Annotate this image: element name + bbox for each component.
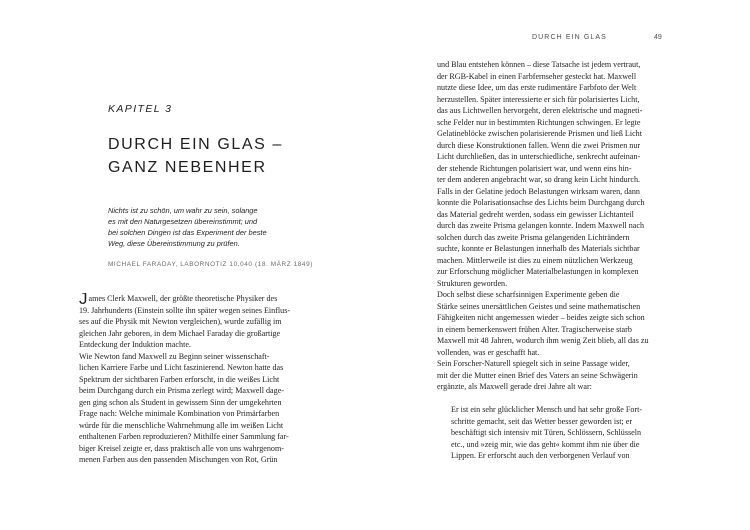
text-line: in einem bemerkenswert frühen Alter. Tragischerweise starb — [437, 324, 632, 334]
epigraph-line: Weg, diese Übereinstimmung zu prüfen. — [108, 239, 240, 248]
epigraph-line: bei solchen Dingen ist das Experiment der beste — [108, 228, 267, 237]
left-body-text — [79, 293, 319, 466]
text-line: Entdeckung der Induktion machte. — [79, 340, 191, 349]
right-body-text — [437, 59, 687, 462]
text-line: Strukturen geworden. — [437, 278, 508, 288]
text-line: konnte die Polarisationsachse des Lichts beim Durchgang durch — [437, 198, 645, 207]
text-line: Spektrum der sichtbaren Farben erforscht, in die weißes Licht — [79, 374, 280, 384]
text-line: durch das zweite Prisma gelangen konnte. Indem Maxwell nach — [437, 221, 644, 230]
quote-line: schritte gemacht, seit das Wetter besser geworden ist; er — [451, 416, 633, 426]
text-line: das aus Lichtwellen hervorgeht, deren elektrische und magneti- — [437, 106, 643, 115]
epigraph — [108, 205, 338, 249]
text-line: machen. Mittlerweile ist dies zu einem nützlichen Werkzeug — [437, 255, 633, 265]
text-line: ter dem anderen angebracht war, so drang kein Licht hindurch. — [437, 175, 641, 184]
text-line: menen Farben aus den passenden Mischungen von Rot, Grün — [79, 455, 278, 464]
text-line: lichen Karriere Farbe und Licht faszinierend. Newton hatte das — [79, 363, 284, 372]
text-line: der stehende Richtungen polarisiert war, und wenn eins hin- — [437, 163, 632, 173]
text-line: Sein Forscher-Naturell spiegelt sich in seine Passage wider, — [437, 359, 630, 368]
quote-line: beschäftigt sich intensiv mit Türen, Schlössern, Schlüsseln — [451, 428, 642, 437]
text-line: biger Kreisel zeigte er, dass praktisch alle von uns wahrgenom- — [79, 443, 284, 453]
text-line: gen ging schon als Student in gewissem Sinn der umgekehrten — [79, 397, 282, 407]
text-line: beim Durchgang durch ein Prisma zerlegt wird; Maxwell dage- — [79, 386, 284, 395]
text-line — [79, 293, 319, 305]
text-line: der RGB-Kabel in einen Farbfernseher gesteckt hat. Maxwell — [437, 71, 637, 81]
text-line: vollenden, was er geschafft hat. — [437, 347, 540, 357]
page-number: 49 — [654, 34, 662, 41]
text-line: herzustellen. Später interessierte er sich für polarisiertes Licht, — [437, 94, 640, 104]
text-line: sche Felder nur in bestimmten Richtungen schwingen. Er legte — [437, 117, 641, 127]
text-line: 19. Jahrhunderts (Einstein sollte ihn später wegen seines Einflus- — [79, 305, 291, 315]
chapter-title-line: DURCH EIN GLAS – — [108, 136, 283, 153]
quote-line: Lippen. Er erforscht auch den verborgenen Verlauf von — [451, 451, 630, 460]
right-page — [375, 0, 750, 530]
text-line: gleichen Jahr geboren, in dem Michael Faraday die großartige — [79, 328, 281, 338]
text-line: mit der die Mutter einen Brief des Vaters an seine Schwägerin — [437, 370, 638, 380]
text-line: Stärke seines unersättlichen Geistes und seine mathematischen — [437, 301, 641, 311]
text-line: und Blau entstehen können – diese Tatsache ist jedem vertraut, — [437, 60, 641, 69]
quote-line: etc., und »zeig mir, wie das geht« kommt ihm nie über die — [451, 439, 640, 449]
chapter-title-line: GANZ NEBENHER — [108, 159, 267, 176]
text-line: Doch selbst diese scharfsinnigen Experimente geben die — [437, 290, 620, 299]
text-line: Wie Newton fand Maxwell zu Beginn seiner wissenschaft- — [79, 351, 270, 361]
drop-cap: J — [79, 293, 88, 305]
text-line: Gelatineblöcke zwischen polarisierende Prismen und ließ Licht — [437, 129, 642, 138]
text-line: Falls in der Gelatine jedoch Belastungen wirksam waren, dann — [437, 186, 640, 196]
text-line: suchte, konnte er Belastungen innerhalb des Materials sichtbar — [437, 244, 640, 253]
text-line: durch diese Konstruktionen fallen. Wenn die zwei Prismen nur — [437, 140, 641, 150]
epigraph-line: Nichts ist zu schön, um wahr zu sein, solange — [108, 206, 258, 215]
paragraph-gap — [437, 393, 687, 405]
text-line: solchen durch das zweite Prisma gelangenden Lichträndern — [437, 232, 630, 242]
text-line: Frage nach: Welche minimale Kombination von Primärfarben — [79, 409, 280, 418]
chapter-title — [108, 133, 358, 179]
epigraph-source: MICHAEL FARADAY, LABORNOTIZ 10,040 (18. MÄRZ 1849) — [108, 261, 313, 268]
text-line: das Material gedreht werden, sodass ein gewisser Lichtanteil — [437, 209, 634, 219]
text-line-content: ames Clerk Maxwell, der größte theoretische Physiker des — [88, 294, 278, 303]
quote-line: Er ist ein sehr glücklicher Mensch und hat sehr große Fort- — [451, 405, 643, 414]
text-line: ses auf die Physik mit Newton vergleichen), wurde zufällig im — [79, 317, 282, 326]
running-head: DURCH EIN GLAS — [532, 34, 607, 41]
text-line: Licht durchließen, das in unterschiedliche, senkrecht aufeinan- — [437, 152, 641, 161]
text-line: ergänzte, als Maxwell gerade drei Jahre alt war: — [437, 382, 592, 391]
epigraph-line: es mit den Naturgesetzen übereinstimmt; und — [108, 217, 258, 226]
text-line: Fähigkeiten nicht angemessen wieder – beides zeigte sich schon — [437, 313, 645, 322]
chapter-label: KAPITEL 3 — [108, 103, 173, 115]
text-line: würde für die menschliche Wahrnehmung alle im weißen Licht — [79, 420, 284, 430]
text-line: Maxwell mit 48 Jahren, wodurch ihm wenig Zeit blieb, all das zu — [437, 336, 649, 345]
text-line: zur Erforschung möglicher Materialbelastungen in komplexen — [437, 267, 639, 276]
text-line: enthaltenen Farben reproduzieren? Mithilfe einer Sammlung far- — [79, 432, 289, 441]
text-line: nutzte diese Idee, um das erste rudimentäre Farbfoto der Welt — [437, 83, 637, 92]
